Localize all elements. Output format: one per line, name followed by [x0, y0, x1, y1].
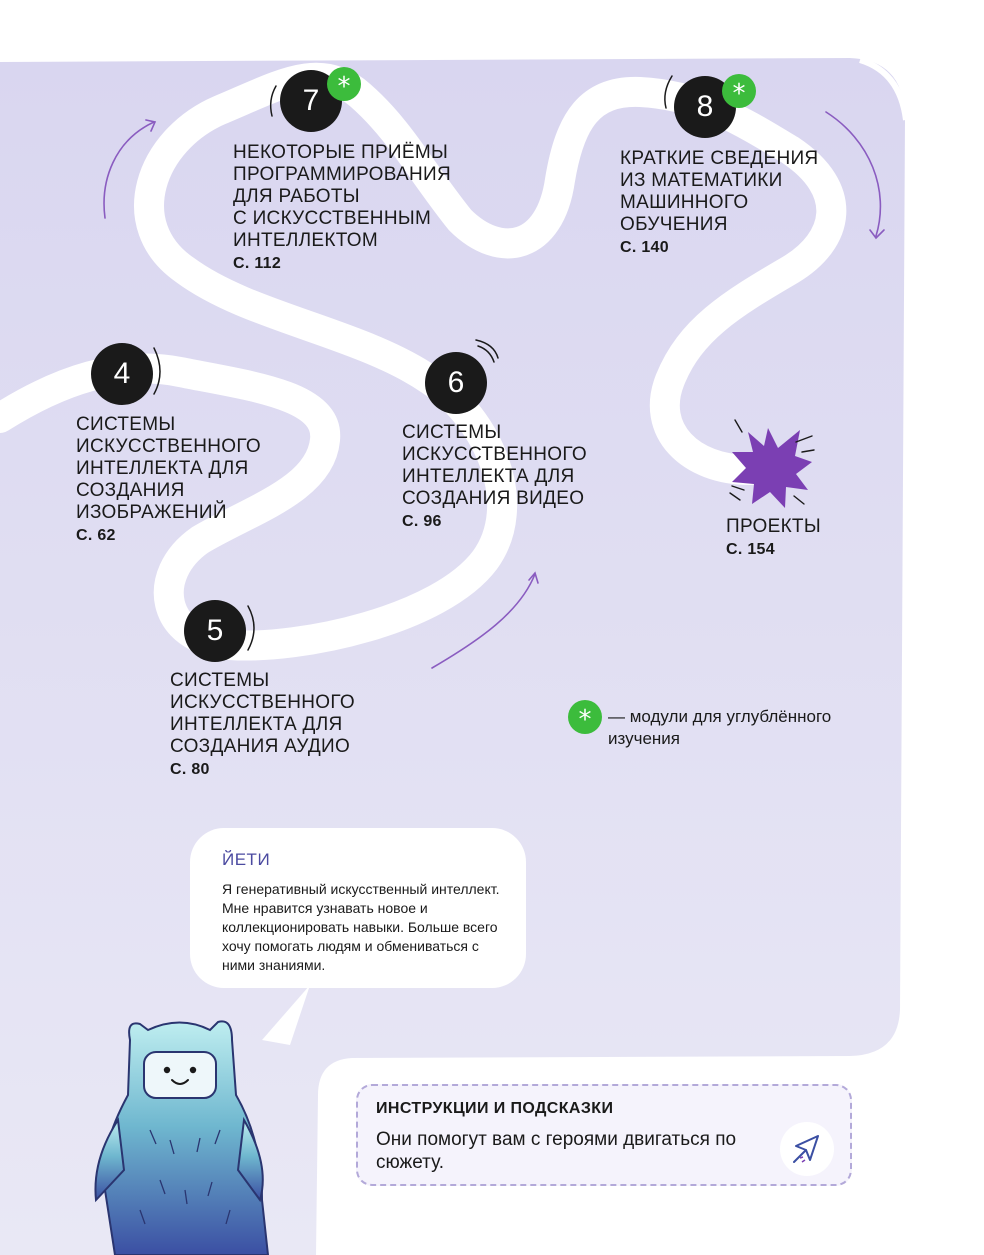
- module-page: С. 96: [402, 513, 442, 530]
- tips-text: Они помогут вам с героями двигаться по сюжету.: [376, 1129, 737, 1173]
- tips-box: [356, 1084, 852, 1186]
- projects-page: С. 154: [726, 541, 775, 558]
- module-badge-7: 7: [280, 70, 342, 132]
- module-page: С. 140: [620, 239, 669, 256]
- module-title: НЕКОТОРЫЕ ПРИЁМЫ ПРОГРАММИРОВАНИЯ ДЛЯ РАБОТЫ С ИСКУССТВЕННЫМ ИНТЕЛЛЕКТОМ: [233, 142, 452, 251]
- module-label-8: [620, 148, 818, 258]
- star-icon: *: [327, 67, 361, 101]
- module-label-6: [402, 422, 587, 532]
- character-text: Я генеративный искусственный интеллект. Мне нравится узнавать новое и коллекционировать навыки. Больше всего хочу помогать людям и обмениваться с ними знаниями.: [222, 881, 500, 973]
- module-label-7: [233, 142, 451, 274]
- module-page: С. 62: [76, 527, 116, 544]
- projects-label: [726, 516, 821, 560]
- module-title: СИСТЕМЫ ИСКУССТВЕННОГО ИНТЕЛЛЕКТА ДЛЯ СОЗДАНИЯ АУДИО: [170, 670, 355, 757]
- module-badge-4: 4: [91, 343, 153, 405]
- module-page: С. 80: [170, 761, 210, 778]
- module-badge-6: 6: [425, 352, 487, 414]
- module-label-4: [76, 414, 261, 546]
- module-title: КРАТКИЕ СВЕДЕНИЯ ИЗ МАТЕМАТИКИ МАШИННОГО ОБУЧЕНИЯ: [620, 148, 819, 235]
- speech-bubble: [190, 828, 526, 988]
- star-icon: *: [568, 700, 602, 734]
- tips-heading: ИНСТРУКЦИИ И ПОДСКАЗКИ: [376, 1100, 614, 1117]
- star-icon: *: [722, 74, 756, 108]
- projects-title: ПРОЕКТЫ: [726, 516, 821, 537]
- cursor-icon: [780, 1122, 834, 1176]
- module-page: С. 112: [233, 255, 282, 272]
- module-badge-5: 5: [184, 600, 246, 662]
- legend-text: — модули для углублённого изучения: [608, 707, 832, 748]
- module-badge-8: 8: [674, 76, 736, 138]
- character-name: ЙЕТИ: [222, 850, 271, 869]
- module-label-5: [170, 670, 355, 780]
- module-title: СИСТЕМЫ ИСКУССТВЕННОГО ИНТЕЛЛЕКТА ДЛЯ СОЗДАНИЯ ВИДЕО: [402, 422, 587, 509]
- module-title: СИСТЕМЫ ИСКУССТВЕННОГО ИНТЕЛЛЕКТА ДЛЯ СОЗДАНИЯ ИЗОБРАЖЕНИЙ: [76, 414, 261, 523]
